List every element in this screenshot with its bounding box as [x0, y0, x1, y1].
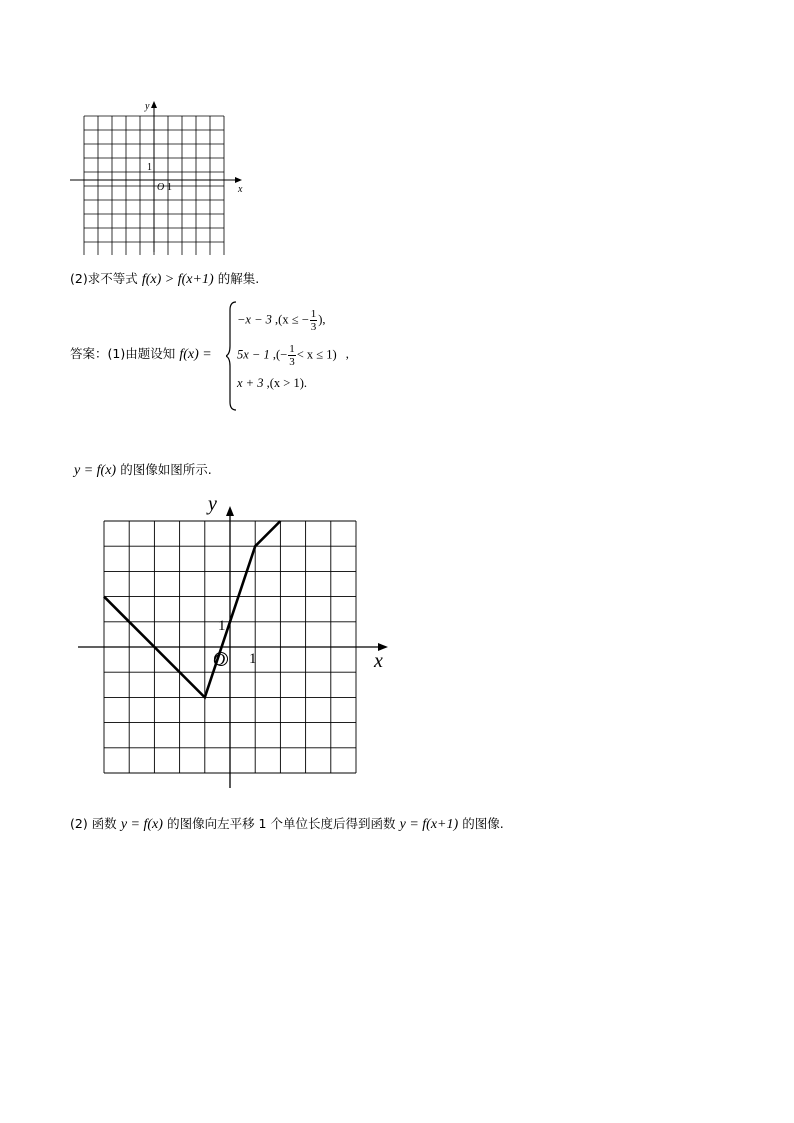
case-1-cond-pre: ,(x ≤ −: [275, 312, 309, 327]
question-2: [70, 269, 259, 288]
part-2-explanation: [70, 814, 504, 833]
big-tick-x: 1: [249, 651, 257, 667]
question-2-prefix: (2)求不等式: [70, 271, 138, 286]
question-2-inequality: f(x) > f(x+1): [141, 272, 214, 287]
small-y-axis-arrow: [151, 101, 157, 108]
graph-caption-text: 的图像如图所示.: [120, 462, 212, 477]
small-x-axis-arrow: [235, 177, 242, 183]
answer-trailing-comma: ,: [345, 347, 349, 362]
case-row-2: [237, 343, 349, 368]
case-2-fraction: $\frac{1}{3}$: [289, 343, 295, 368]
small-tick-y: 1: [147, 162, 152, 173]
small-y-label: y: [145, 101, 150, 112]
part-2-middle: 的图像向左平移 1 个单位长度后得到函数: [167, 816, 396, 831]
case-1-expr: −x − 3: [237, 312, 272, 327]
function-graph: [60, 490, 400, 795]
answer-fx: f(x) =: [179, 347, 212, 362]
answer-label: 答案：(1)由题设知: [70, 346, 176, 361]
big-tick-y: 1: [218, 618, 226, 634]
answer-label-row: [70, 344, 212, 363]
big-origin-label: O: [213, 650, 226, 669]
case-row-1: [237, 308, 326, 333]
part-2-suffix: 的图像.: [462, 816, 504, 831]
question-2-suffix: 的解集.: [217, 271, 260, 286]
part-2-prefix: (2) 函数: [70, 816, 117, 831]
case-2-cond-pre: ,(−: [272, 347, 288, 362]
part-2-func1: y = f(x): [120, 817, 163, 832]
big-x-label: x: [374, 650, 383, 672]
graph-caption-func: y = f(x): [74, 463, 117, 478]
small-coordinate-grid: [70, 100, 250, 255]
big-y-axis-arrow: [226, 506, 234, 516]
small-origin-label: O: [157, 182, 165, 193]
case-3-cond-pre: ,(x > 1).: [266, 376, 307, 390]
case-1-cond-post: ),: [318, 312, 326, 327]
case-2-expr: 5x − 1: [237, 347, 270, 362]
function-line-series: [104, 521, 280, 697]
function-polyline: [104, 521, 280, 697]
case-3-expr: x + 3: [237, 376, 264, 390]
case-row-3: [237, 376, 307, 391]
small-x-label: x: [238, 184, 243, 195]
case-2-cond-post: < x ≤ 1): [296, 347, 337, 362]
case-1-fraction: $\frac{1}{3}$: [310, 308, 317, 333]
graph-caption: [74, 460, 212, 479]
part-2-func2: y = f(x+1): [399, 817, 459, 832]
big-y-label: y: [208, 493, 217, 515]
small-tick-x: 1: [167, 182, 172, 193]
